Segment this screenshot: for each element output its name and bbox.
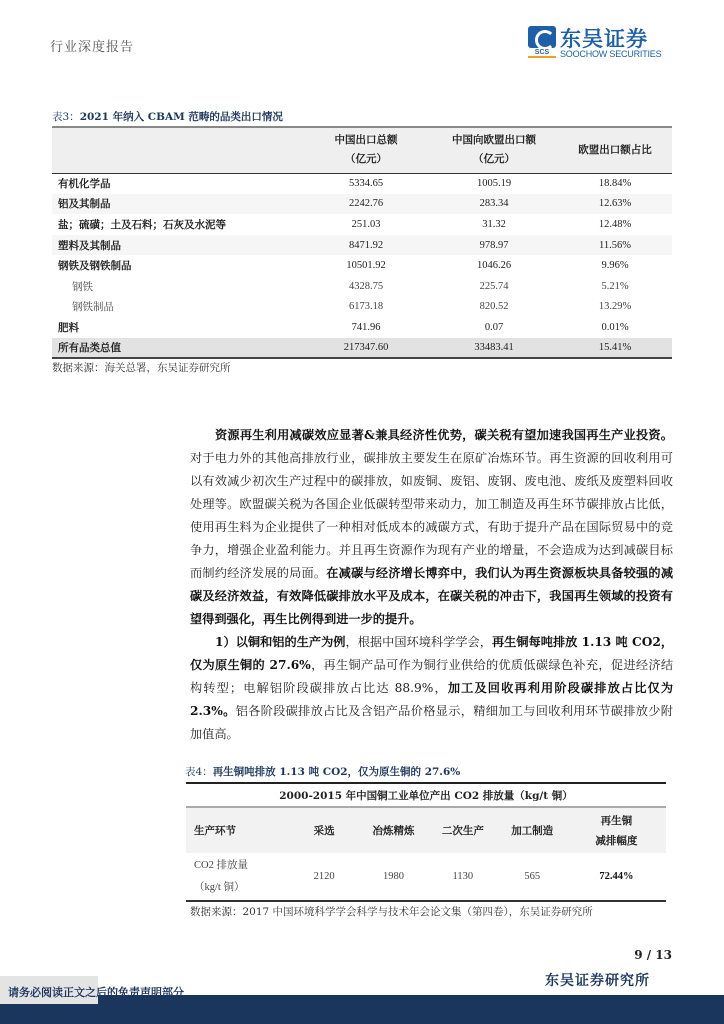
cell-value: 6173.18 [348, 301, 384, 313]
row-label: 肥料 [58, 321, 79, 334]
row-label: 有机化学品 [58, 178, 111, 191]
table-row [52, 317, 672, 338]
cell-value: 11.56% [558, 235, 672, 256]
para-bold: 资源再生利用减碳效应显著&兼具经济性优势，碳关税有望加速我国再生产业投资。 [215, 428, 673, 442]
paragraph-copper-aluminum [190, 631, 673, 746]
para-bold: 加工及回收再利用阶段碳排放占比仅为 2.3%。 [190, 681, 674, 718]
cell-value: 1980 [383, 870, 404, 882]
cell-value: 31.32 [482, 218, 506, 230]
table4-source: 数据来源：2017 中国环境科学学会科学与技术年会论文集（第四卷），东吴证券研究所 [190, 906, 593, 918]
cell-value: 13.29% [598, 301, 632, 313]
cell-value: 0.01% [601, 321, 629, 333]
cell-value: 1005.19 [476, 178, 512, 190]
cell-value: 820.52 [479, 301, 509, 313]
table3-caption [52, 109, 283, 124]
table-header-row [186, 807, 666, 853]
header-reduction [567, 807, 666, 853]
logo-mark-icon [528, 26, 556, 48]
footer-org: 东吴证券研究所 [545, 973, 650, 989]
para-text: ，根据中国环境科学学会， [345, 635, 492, 649]
para-bold: 再生铜每吨排放 1.13 吨 CO2，仅为原生铜的 27.6% [190, 635, 674, 672]
row-label: 钢铁 [72, 280, 93, 293]
copper-co2-table [186, 782, 666, 902]
header-line: 减排幅度 [595, 834, 638, 847]
logo-en-text: SOOCHOW SECURITIES [560, 49, 662, 59]
table-title-row [186, 783, 666, 807]
cell-value: 2242.76 [302, 194, 430, 215]
caption-text: 再生铜吨排放 1.13 吨 CO2，仅为原生铜的 27.6% [212, 766, 461, 778]
header-mining: 采选 [289, 807, 358, 853]
row-label: 钢铁制品 [72, 301, 114, 314]
logo-cn-text: 东吴证券 [560, 27, 648, 51]
header-eu-share: 欧盟出口额占比 [558, 127, 672, 173]
para-bold: 1）以铜和铝的生产为例 [215, 635, 346, 649]
table-row [52, 297, 672, 318]
table-row [52, 276, 672, 297]
header-stage: 生产环节 [186, 807, 289, 853]
row-label: 盐；硫磺；土及石料；石灰及水泥等 [58, 218, 226, 231]
cbam-export-table [52, 126, 672, 359]
header-line: （亿元） [473, 153, 515, 166]
table-header-row [52, 127, 672, 173]
logo-abbr: SCS [528, 49, 556, 58]
header-smelting: 冶炼精炼 [359, 807, 428, 853]
cell-value: 4328.75 [348, 280, 384, 292]
cell-value: 12.63% [558, 194, 672, 215]
row-label: 钢铁及钢铁制品 [58, 260, 132, 273]
caption-prefix: 表3： [52, 111, 80, 123]
row-label [186, 853, 289, 901]
cell-value: 217347.60 [302, 338, 430, 359]
cell-value: 9.96% [601, 260, 629, 272]
cell-value: 10501.92 [346, 260, 386, 272]
cell-value: 1046.26 [476, 260, 512, 272]
table-title: 2000-2015 年中国铜工业单位产出 CO2 排放量（kg/t 铜） [186, 783, 666, 807]
caption-prefix: 表4： [185, 766, 213, 778]
row-label: 铝及其制品 [52, 194, 302, 215]
paragraph-recycling [190, 424, 673, 631]
header-processing: 加工制造 [498, 807, 567, 853]
header-line: 中国出口总额 [334, 134, 398, 147]
cell-value: 2120 [313, 870, 335, 882]
table4-caption [185, 764, 460, 779]
row-label: 所有品类总值 [52, 338, 302, 359]
header-category [52, 127, 302, 173]
table-row [52, 338, 672, 359]
cell-value: 18.84% [598, 178, 632, 190]
para-text: ，再生铜产品可作为铜行业供给的优质低碳绿色补充，促进经济结构转型；电解铝阶段碳排放占比达 88.9%， [190, 658, 674, 695]
company-logo [528, 26, 673, 60]
cell-value: 283.34 [430, 194, 558, 215]
para-text: 铝各阶段碳排放占比及含铝产品价格显示，精细加工与回收利用环节碳排放少附加值高。 [190, 704, 673, 741]
table3-source: 数据来源：海关总署，东吴证券研究所 [52, 362, 231, 374]
para-bold: 在减碳与经济增长博弈中，我们认为再生资源板块具备较强的减碳及经济效益，有效降低碳排放水平及成本，在碳关税的冲击下，我国再生领域的投资有望得到强化，再生比例得到进一步的提升。 [190, 566, 674, 626]
cell-value: 251.03 [351, 218, 381, 230]
table-row [186, 853, 666, 901]
table-row [52, 194, 672, 215]
row-label: 塑料及其制品 [52, 235, 302, 256]
cell-value: 225.74 [479, 280, 509, 292]
row-label-line: CO2 排放量 [194, 859, 248, 871]
header-line: （亿元） [345, 153, 387, 166]
cell-value: 978.97 [430, 235, 558, 256]
cell-value: 5334.65 [348, 178, 384, 190]
table-row [52, 255, 672, 276]
cell-value: 8471.92 [302, 235, 430, 256]
cell-value: 1130 [452, 870, 474, 882]
table-row [52, 173, 672, 194]
cell-value: 565 [524, 870, 541, 882]
cell-value: 15.41% [558, 338, 672, 359]
cell-value: 741.96 [351, 321, 381, 333]
document-type-label: 行业深度报告 [50, 40, 135, 55]
cell-value: 33483.41 [430, 338, 558, 359]
cell-value: 0.07 [484, 321, 504, 333]
caption-text: 2021 年纳入 CBAM 范畴的品类出口情况 [79, 111, 283, 123]
disclaimer-link[interactable]: 请务必阅读正文之后的免责声明部分 [8, 986, 184, 999]
para-text: 对于电力外的其他高排放行业，碳排放主要发生在原矿冶炼环节。再生资源的回收利用可以有效减少初次生产过程中的碳排放，如废铜、废铝、废钢、废电池、废纸及废塑料回收处理等。欧盟碳关税为各国企业低碳转型带来动力，加工制造及再生环节碳排放占比低，使用再生料为企业提供了一种相对低成本的减碳方式，有助于提升产品在国际贸易中的竞争力，增强企业盈利能力。并且再生资源作为现有产业的增量，不会造成为达到减碳目标而制约经济发展的局面。 [190, 451, 673, 580]
header-line: 再生铜 [600, 814, 633, 827]
cell-value: 72.44% [599, 870, 634, 882]
header-china-total [302, 127, 430, 173]
row-label-line: （kg/t 铜） [194, 881, 245, 893]
header-secondary: 二次生产 [428, 807, 497, 853]
header-line: 中国向欧盟出口额 [452, 134, 536, 147]
cell-value: 12.48% [598, 218, 632, 230]
table-row [52, 235, 672, 256]
cell-value: 5.21% [601, 280, 629, 292]
page-number: 9 / 13 [634, 948, 672, 962]
table-row [52, 214, 672, 235]
header-eu-export [430, 127, 558, 173]
